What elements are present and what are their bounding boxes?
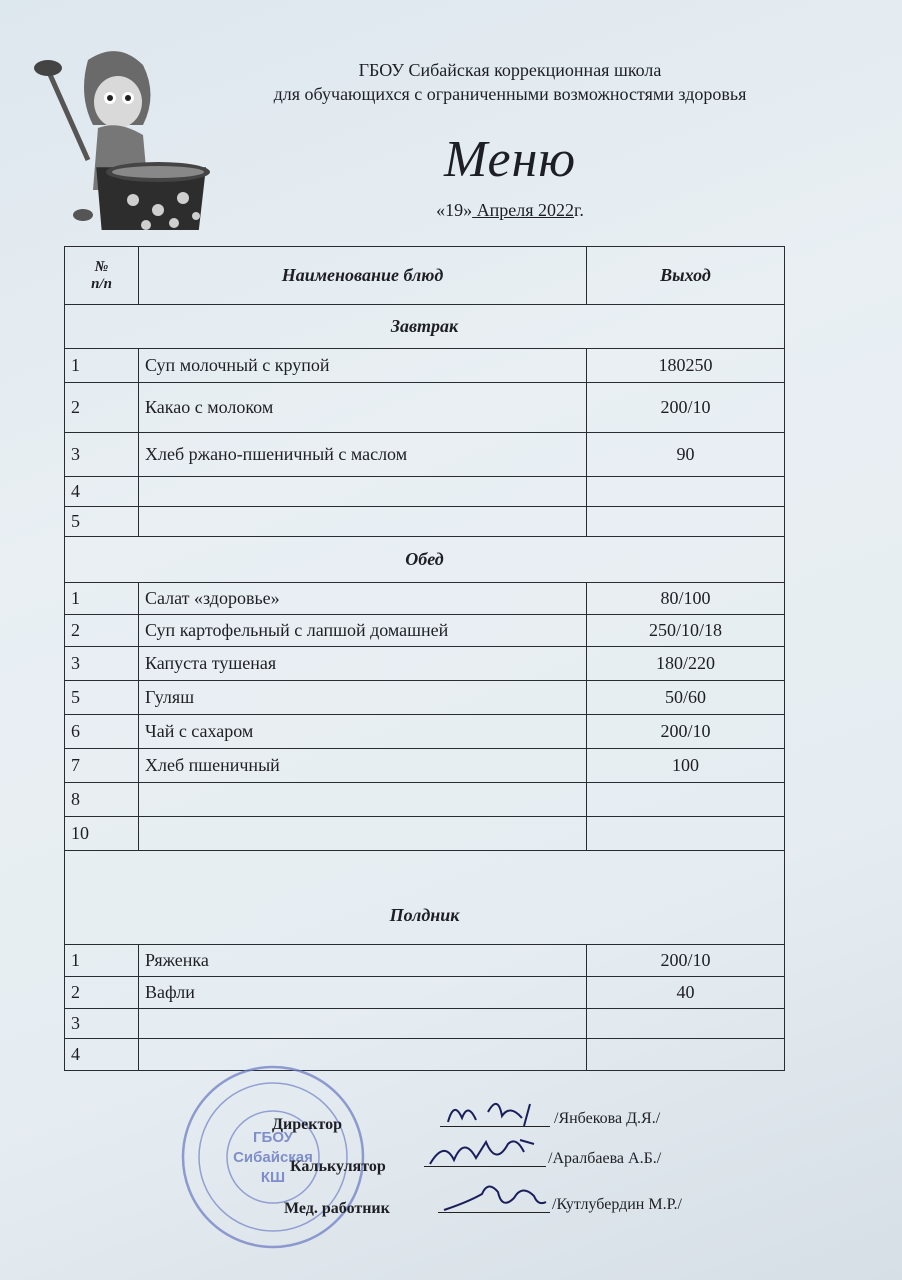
director-role: Директор — [272, 1116, 342, 1133]
table-row — [65, 477, 785, 507]
table-row — [65, 977, 785, 1009]
table-row — [65, 681, 785, 715]
row-yield — [587, 1039, 785, 1071]
table-row — [65, 433, 785, 477]
header-yield: Выход — [587, 247, 785, 305]
table-row — [65, 945, 785, 977]
table-row — [65, 1009, 785, 1039]
row-num: 2 — [65, 615, 139, 647]
row-num: 2 — [65, 977, 139, 1009]
table-row — [65, 1039, 785, 1071]
page-title: Меню — [443, 131, 577, 188]
row-num: 4 — [65, 1039, 139, 1071]
row-name: Суп молочный с крупой — [139, 349, 587, 383]
section-title: Завтрак — [65, 305, 785, 349]
table-row — [65, 647, 785, 681]
medic-signature-line — [438, 1212, 550, 1213]
section-snack — [65, 851, 785, 945]
director-name: /Янбекова Д.Я./ — [554, 1110, 661, 1127]
row-num: 7 — [65, 749, 139, 783]
date-year: 2022 — [538, 200, 575, 220]
header-num: № п/п — [65, 247, 139, 305]
school-name-line1: ГБОУ Сибайская коррекционная школа — [358, 60, 662, 80]
row-name: Гуляш — [139, 681, 587, 715]
official-stamp — [178, 1062, 368, 1252]
row-yield: 180250 — [587, 349, 785, 383]
section-lunch — [65, 537, 785, 583]
row-num: 8 — [65, 783, 139, 817]
table-row — [65, 749, 785, 783]
calculator-role: Калькулятор — [290, 1158, 386, 1175]
stamp-text-middle: Сибайская — [233, 1149, 313, 1166]
row-yield: 50/60 — [587, 681, 785, 715]
row-yield: 200/10 — [587, 383, 785, 433]
director-signature-line — [440, 1126, 550, 1127]
section-title: Полдник — [65, 851, 785, 945]
row-num: 3 — [65, 433, 139, 477]
row-name: Чай с сахаром — [139, 715, 587, 749]
stamp-text-bottom: КШ — [260, 1169, 286, 1186]
table-row — [65, 615, 785, 647]
menu-table — [64, 246, 785, 1071]
calculator-signature-line — [424, 1166, 546, 1167]
row-num: 10 — [65, 817, 139, 851]
table-row — [65, 349, 785, 383]
table-row — [65, 507, 785, 537]
row-name: Вафли — [139, 977, 587, 1009]
row-num: 3 — [65, 647, 139, 681]
row-yield: 200/10 — [587, 945, 785, 977]
row-yield — [587, 1009, 785, 1039]
calculator-name: /Аралбаева А.Б./ — [548, 1150, 662, 1167]
stamp-text-top: ГБОУ — [253, 1129, 293, 1146]
row-num: 2 — [65, 383, 139, 433]
section-breakfast — [65, 305, 785, 349]
medic-name: /Кутлубердин М.Р./ — [552, 1196, 682, 1213]
row-yield: 80/100 — [587, 583, 785, 615]
row-name: Хлеб пшеничный — [139, 749, 587, 783]
row-num: 4 — [65, 477, 139, 507]
table-row — [65, 583, 785, 615]
calculator-signature — [424, 1130, 544, 1170]
table-row — [65, 817, 785, 851]
girl-with-pot-illustration — [18, 40, 218, 230]
row-name: Салат «здоровье» — [139, 583, 587, 615]
table-row — [65, 715, 785, 749]
row-name: Хлеб ржано-пшеничный с маслом — [139, 433, 587, 477]
section-title: Обед — [65, 537, 785, 583]
row-yield: 180/220 — [587, 647, 785, 681]
row-num: 5 — [65, 507, 139, 537]
row-name — [139, 1009, 587, 1039]
row-yield — [587, 507, 785, 537]
date-day: «19» — [436, 200, 473, 220]
row-yield — [587, 477, 785, 507]
row-num: 1 — [65, 349, 139, 383]
row-yield: 250/10/18 — [587, 615, 785, 647]
row-name — [139, 477, 587, 507]
row-yield — [587, 783, 785, 817]
table-header-row — [65, 247, 785, 305]
header-name: Наименование блюд — [139, 247, 587, 305]
date-month: Апреля — [472, 200, 539, 220]
row-yield: 40 — [587, 977, 785, 1009]
row-num: 1 — [65, 945, 139, 977]
row-name: Какао с молоком — [139, 383, 587, 433]
table-row — [65, 383, 785, 433]
table-row — [65, 783, 785, 817]
row-num: 6 — [65, 715, 139, 749]
medic-role: Мед. работник — [284, 1200, 390, 1217]
row-name — [139, 783, 587, 817]
row-name — [139, 817, 587, 851]
medic-signature — [438, 1176, 550, 1216]
director-signature — [440, 1092, 550, 1128]
row-name: Ряженка — [139, 945, 587, 977]
row-yield: 200/10 — [587, 715, 785, 749]
row-yield — [587, 817, 785, 851]
school-name-line2: для обучающихся с ограниченными возможностями здоровья — [273, 84, 747, 104]
date-suffix: г. — [574, 200, 584, 220]
row-num: 1 — [65, 583, 139, 615]
row-yield: 90 — [587, 433, 785, 477]
row-yield: 100 — [587, 749, 785, 783]
row-name — [139, 507, 587, 537]
row-num: 5 — [65, 681, 139, 715]
row-num: 3 — [65, 1009, 139, 1039]
menu-date — [300, 200, 720, 221]
row-name: Капуста тушеная — [139, 647, 587, 681]
row-name: Суп картофельный с лапшой домашней — [139, 615, 587, 647]
